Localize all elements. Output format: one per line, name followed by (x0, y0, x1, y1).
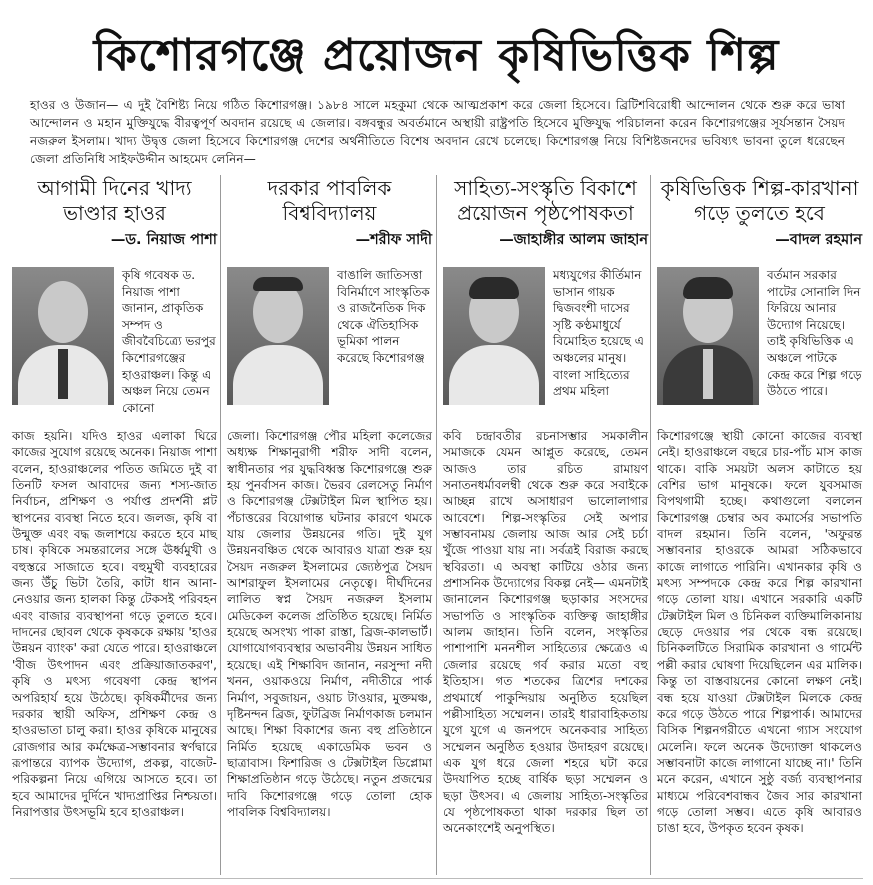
column-divider (436, 175, 437, 875)
column-author: —বাদল রহমান (775, 232, 862, 248)
author-photo (657, 267, 759, 405)
author-photo (227, 267, 329, 405)
column-title: সাহিত্য-সংস্কৃতি বিকাশে প্রয়োজন পৃষ্ঠপোষকতা (454, 176, 637, 225)
column-title: দরকার পাবলিক বিশ্ববিদ্যালয় (267, 176, 392, 225)
column-4 (657, 175, 862, 836)
column-author: —জাহাঙ্গীর আলম জাহান (499, 232, 648, 248)
column-lead-text: বর্তমান সরকার পাটের সোনালি দিন ফিরিয়ে আনার উদ্যোগ নিয়েছে। তাই কৃষিভিত্তিক এ অঞ্চলে পাটকে কেন্দ্র করে শিল্প গড়ে উঠতে পারে। (767, 268, 862, 399)
column-2 (227, 175, 432, 819)
column-body: কবি চন্দ্রাবতীর রচনাসম্ভার সমকালীন সমাজকে যেমন আপ্লুত করেছে, তেমন আজও তার রচিত রামায়ণ সনাতনধর্মাবলম্বী থেকে শুরু করে সবাইকে আচ্ছন্ন রাখে অসাধারণ ভালোলাগার আবেশে। শিল্প-সংস্কৃতির সেই অপার সম্ভাবনাময় জেলায় আজ আর সেই চর্চা খুঁজে পাওয়া যায় না। সর্বত্রই বিরাজ করছে স্থবিরতা। এ অবস্থা কাটিয়ে ওঠার জন্য প্রশাসনিক উদ্যোগের বিকল্প নেই— এমনটাই জানালেন কিশোরগঞ্জ ছড়াকার সংসদের সভাপতি ও সাংস্কৃতিক ব্যক্তিত্ব জাহাঙ্গীর আলম জাহান। তিনি বলেন, সংস্কৃতির পাশাপাশি মননশীল সাহিত্যের ক্ষেত্রেও এ জেলার রয়েছে গর্ব করার মতো বহু ইতিহাস। গত শতকের ত্রিশের দশকের প্রথমার্ধে পাকুন্দিয়ায় অনুষ্ঠিত হয়েছিল পল্লীসাহিত্য সম্মেলন। তারই ধারাবাহিকতায় যুগে যুগে এ জনপদে অনেকবার সাহিত্য সম্মেলন অনুষ্ঠিত হওয়ার উদাহরণ রয়েছে। এক যুগ ধরে জেলা শহরে ঘটা করে উদযাপিত হচ্ছে বার্ষিক ছড়া সম্মেলন ও ছড়া উৎসব। এ জেলায় সাহিত্য-সংস্কৃতির যে পৃষ্ঠপোষকতা থাকা দরকার ছিল তা অনেকাংশেই অনুপস্থিত। (443, 429, 648, 836)
column-divider (650, 175, 651, 875)
column-author: —শরীফ সাদী (355, 232, 432, 248)
column-lead-text: বাঙালি জাতিসত্তা বিনির্মাণে সাংস্কৃতিক ও রাজনৈতিক দিক থেকে ঐতিহাসিক ভূমিকা পালন করেছে কিশোরগঞ্জ (337, 268, 430, 365)
column-lead-text: কৃষি গবেষক ড. নিয়াজ পাশা জানান, প্রাকৃতিক সম্পদ ও জীববৈচিত্র্যে ভরপুর কিশোরগঞ্জের হাওরাঞ্চল। কিন্তু এ অঞ্চল নিয়ে তেমন কোনো (122, 268, 216, 415)
column-lead-text: মধ্যযুগের কীর্তিমান ভাসান গায়ক দ্বিজবংশী দাসের সৃষ্টি কণ্ঠমাধুর্যে বিমোহিত হয়েছে এ অঞ্চলের মানুষ। বাংলা সাহিত্যের প্রথম মহিলা (553, 268, 644, 399)
column-title: কৃষিভিত্তিক শিল্প-কারখানা গড়ে তুলতে হবে (660, 176, 859, 225)
intro-paragraph: হাওর ও উজান— এ দুই বৈশিষ্ট্য নিয়ে গঠিত কিশোরগঞ্জ। ১৯৮৪ সালে মহকুমা থেকে আত্মপ্রকাশ করে জেলা হিসেবে। ব্রিটিশবিরোধী আন্দোলন থেকে শুরু করে ভাষা আন্দোলন ও মহান মুক্তিযুদ্ধে বীরত্বপূর্ণ অবদান রয়েছে এ জেলার। বঙ্গবন্ধুর অবর্তমানে অস্থায়ী রাষ্ট্রপতি হিসেবে মুক্তিযুদ্ধ পরিচালনা করেন কিশোরগঞ্জের সূর্যসন্তান সৈয়দ নজরুল ইসলাম। খাদ্য উদ্বৃত্ত জেলা হিসেবে কিশোরগঞ্জ দেশের অর্থনীতিতে বিশেষ অবদান রেখে চলেছে। কিশোরগঞ্জ নিয়ে বিশিষ্টজনদের ভবিষ্যৎ ভাবনা তুলে ধরেছেন জেলা প্রতিনিধি সাইফউদ্দীন আহমেদ লেনিন— (30, 98, 845, 166)
column-3 (443, 175, 648, 836)
column-body: কিশোরগঞ্জে স্থায়ী কোনো কাজের ব্যবস্থা নেই। হাওরাঞ্চলে বছরে চার-পাঁচ মাস কাজ থাকে। বাকি সময়টা অলস কাটাতে হয় বেশির ভাগ মানুষকে। ফলে যুবসমাজ বিপথগামী হচ্ছে। কথাগুলো বললেন কিশোরগঞ্জ চেম্বার অব কমার্সের সভাপতি বাদল রহমান। তিনি বলেন, 'অফুরন্ত সম্ভাবনার হাওরকে আমরা সঠিকভাবে কাজে লাগাতে পারিনি। এখানকার কৃষি ও মৎস্য সম্পদকে কেন্দ্র করে শিল্প কারখানা গড়ে তোলা যায়। এখানে সরকারি একটি টেক্সটাইল মিল ও চিনিকল ব্যক্তিমালিকানায় ছেড়ে দেওয়ার পর থেকে বন্ধ রয়েছে। চিনিকলটিতে সিরামিক কারখানা ও গার্মেন্ট পল্লী করার ঘোষণা দিয়েছিলেন এর মালিক। কিন্তু তা বাস্তবায়নের কোনো লক্ষণ নেই। বন্ধ হয়ে যাওয়া টেক্সটাইল মিলকে কেন্দ্র করে গড়ে উঠতে পারে শিল্পপার্ক। আমাদের বিসিক শিল্পনগরীতে এখনো গ্যাস সংযোগ মেলেনি। ফলে অনেক উদ্যোক্তা থাকলেও সম্ভাবনাটা কাজে লাগানো যাচ্ছে না।' তিনি মনে করেন, এখানে সুষ্ঠু বর্জ্য ব্যবস্থাপনার মাধ্যমে পরিবেশবান্ধব জৈব সার কারখানা গড়ে তোলা সম্ভব। এতে কৃষি আবারও চাঙা হবে, উপকৃত হবেন কৃষক। (657, 429, 862, 836)
column-body: কাজ হয়নি। যদিও হাওর এলাকা ঘিরে কাজের সুযোগ রয়েছে অনেক। নিয়াজ পাশা বলেন, হাওরাঞ্চলের পতিত জমিতে দুই বা তিনটি ফসল আবাদের জন্য শস্য-জাত নির্বাচন, প্রশিক্ষণ ও পর্যাপ্ত প্রদর্শনী প্লট স্থাপনের ব্যবস্থা নিতে হবে। জলজ, কৃষি বা উন্মুক্ত এবং বদ্ধ জলাশয়ে করতে হবে মাছ চাষ। কৃষিকে সমন্তরালের সঙ্গে ঊর্ধ্বমুখী ও বহুস্তরে সাজাতে হবে। বহুমুখী ব্যবহারের জন্য উঁচু ভিটা তৈরি, কাটা ধান আনা-নেওয়ার জন্য হালকা কিন্তু টেকসই পরিবহন এবং বাজার ব্যবস্থাপনা গড়ে তুলতে হবে। দাদনের ছোবল থেকে কৃষককে রক্ষায় 'হাওর উন্নয়ন ব্যাংক' করা যেতে পারে। হাওরাঞ্চলে 'বীজ উৎপাদন এবং প্রক্রিয়াজাতকরণ', কৃষি ও মৎস্য গবেষণা কেন্দ্র স্থাপন অপরিহার্য হয়ে উঠেছে। কৃষিকর্মীদের জন্য দরকার স্থায়ী অফিস, প্রশিক্ষণ কেন্দ্র ও হাওরভাতা চালু করা। হাওর কৃষিকে মানুষের রোজগার আর কর্মক্ষেত্র-সম্ভাবনার স্বর্ণদ্বারে রূপান্তরে ব্যাপক উদ্যোগ, প্রকল্প, বাজেট-পরিকল্পনা নিয়ে এগিয়ে আসতে হবে। তা হবে আমাদের দুর্দিনে খাদ্যপ্রাপ্তির নিশ্চয়তা। নিরাপত্তার উৎসভূমি হবে হাওরাঞ্চল। (12, 429, 217, 819)
column-body: জেলা। কিশোরগঞ্জ পৌর মহিলা কলেজের অধ্যক্ষ শিক্ষানুরাগী শরীফ সাদী বলেন, স্বাধীনতার পর যুদ্ধবিধ্বস্ত কিশোরগঞ্জে শুরু হয় পুনর্বাসন কাজ। ভৈরব রেলসেতু নির্মাণ ও কিশোরগঞ্জ টেক্সটাইল মিল স্থাপিত হয়। পঁচাত্তরের বিয়োগান্ত ঘটনার কারণে থমকে যায় জেলার উন্নয়নের গতি। দুই যুগ উন্নয়নবঞ্চিত থেকে আবারও যাত্রা শুরু হয় সৈয়দ নজরুল ইসলামের জ্যেষ্ঠপুত্র সৈয়দ আশরাফুল ইসলামের নেতৃত্বে। দীর্ঘদিনের লালিত স্বপ্ন সৈয়দ নজরুল ইসলাম মেডিকেল কলেজ প্রতিষ্ঠিত হয়েছে। নির্মিত হয়েছে অসংখ্য পাকা রাস্তা, ব্রিজ-কালভার্ট। যোগাযোগব্যবস্থার অভাবনীয় উন্নয়ন সাধিত হয়েছে। এই শিক্ষাবিদ জানান, নরসুন্দা নদী খনন, ওয়াকওয়ে নির্মাণ, নদীতীরে পার্ক নির্মাণ, সবুজায়ন, ওয়াচ টাওয়ার, মুক্তমঞ্চ, দৃষ্টিনন্দন ব্রিজ, ফুটব্রিজ নির্মাণকাজ চলমান আছে। শিক্ষা বিকাশের জন্য বহু প্রতিষ্ঠানে নির্মিত হয়েছে একাডেমিক ভবন ও ছাত্রাবাস। ফিশারিজ ও টেক্সটাইল ডিপ্লোমা শিক্ষাপ্রতিষ্ঠান গড়ে উঠেছে। নতুন প্রজন্মের দাবি কিশোরগঞ্জে গড়ে তোলা হোক পাবলিক বিশ্ববিদ্যালয়। (227, 429, 432, 819)
column-title: আগামী দিনের খাদ্য ভাণ্ডার হাওর (37, 176, 192, 225)
column-1 (12, 175, 217, 819)
author-photo (443, 267, 545, 405)
bottom-rule (10, 878, 863, 879)
column-author: —ড. নিয়াজ পাশা (110, 232, 217, 248)
author-photo (12, 267, 114, 405)
column-divider (220, 175, 221, 875)
headline: কিশোরগঞ্জে প্রয়োজন কৃষিভিত্তিক শিল্প (93, 30, 780, 81)
